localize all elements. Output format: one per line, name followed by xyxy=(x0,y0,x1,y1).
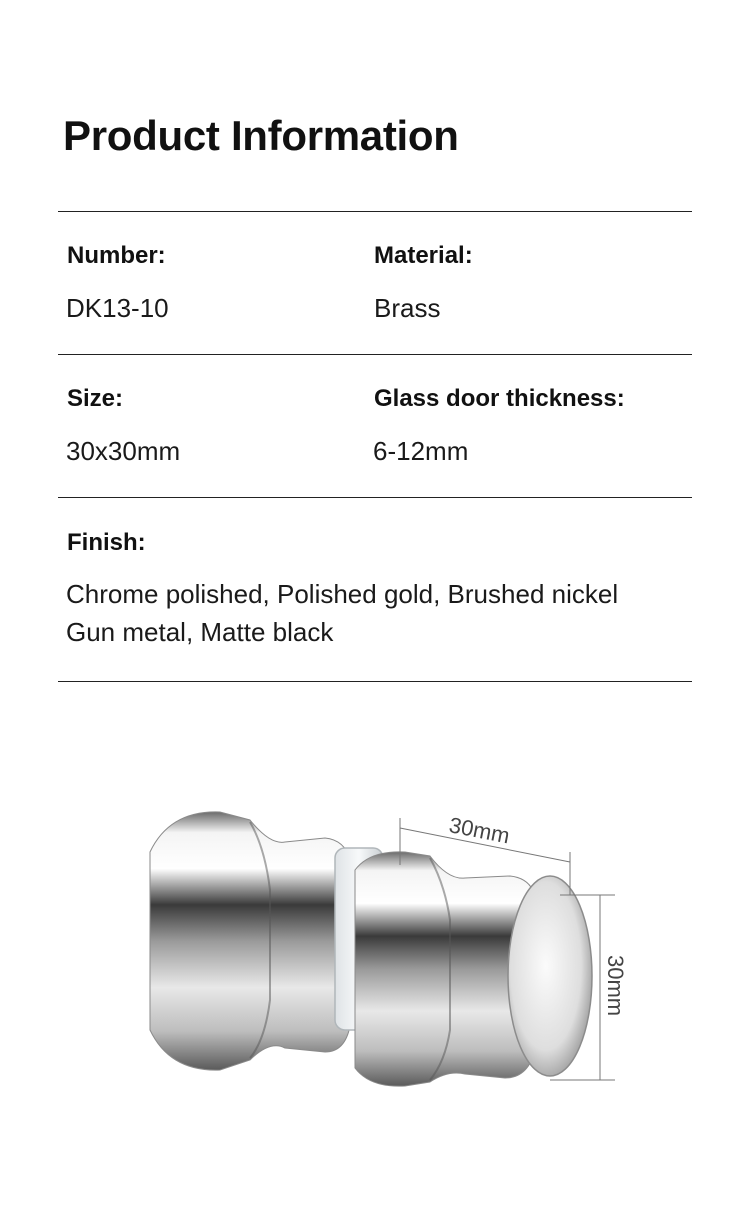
finish-value-line1: Chrome polished, Polished gold, Brushed nickel xyxy=(66,579,619,609)
glass-thickness-value: 6-12mm xyxy=(373,436,469,466)
product-image xyxy=(130,790,650,1110)
divider xyxy=(58,354,692,355)
finish-label: Finish: xyxy=(67,529,146,556)
divider xyxy=(58,211,692,212)
finish-value-line2: Gun metal, Matte black xyxy=(66,617,334,647)
material-label: Material: xyxy=(374,242,473,269)
left-knob-body xyxy=(150,812,350,1070)
width-dimension-label: 30mm xyxy=(447,812,512,849)
divider xyxy=(58,681,692,682)
number-value: DK13-10 xyxy=(66,293,169,323)
divider xyxy=(58,497,692,498)
number-label: Number: xyxy=(67,242,166,269)
size-value: 30x30mm xyxy=(66,436,181,466)
height-dimension-label: 30mm xyxy=(603,955,628,1017)
end-cap-face xyxy=(508,876,592,1076)
page-title: Product Information xyxy=(63,112,459,159)
glass-thickness-label: Glass door thickness: xyxy=(374,385,625,412)
size-label: Size: xyxy=(67,385,124,412)
material-value: Brass xyxy=(374,293,441,323)
